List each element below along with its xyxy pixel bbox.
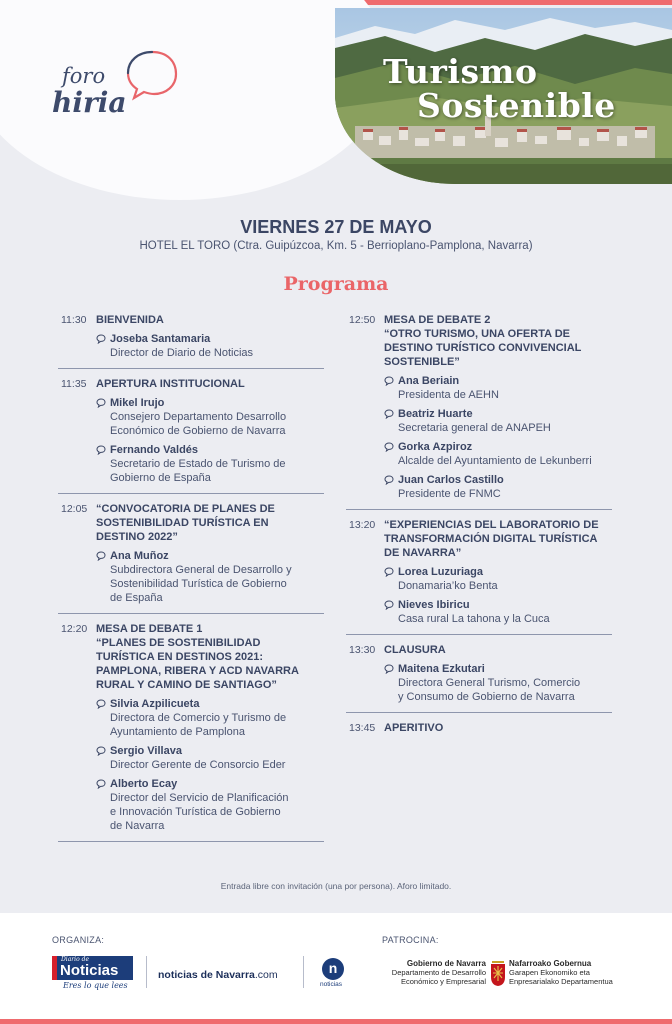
speaker-name-row bbox=[96, 697, 324, 711]
speaker-role: Sostenibilidad Turística de Gobierno bbox=[110, 578, 287, 590]
speaker-role: Presidenta de AEHN bbox=[398, 389, 499, 401]
session-title bbox=[96, 313, 324, 327]
speaker bbox=[96, 549, 324, 605]
session-title-line: DESTINO TURÍSTICO CONVIVENCIAL bbox=[384, 342, 582, 354]
speaker-role: Director del Servicio de Planificación bbox=[110, 792, 289, 804]
session-time: 12:50 bbox=[349, 314, 376, 326]
speaker-name-row bbox=[96, 549, 324, 563]
session-time: 13:20 bbox=[349, 519, 376, 531]
programa-heading: Programa bbox=[283, 273, 389, 295]
speech-bubble-icon bbox=[96, 746, 106, 756]
speaker bbox=[384, 473, 612, 501]
speech-bubble-icon bbox=[96, 398, 106, 408]
footer-sponsors bbox=[0, 913, 672, 1019]
speaker-role: Subdirectora General de Desarrollo y bbox=[110, 564, 292, 576]
session-title-line: DESTINO 2022” bbox=[96, 531, 178, 543]
program-session bbox=[58, 622, 324, 842]
speaker-role: y Consumo de Gobierno de Navarra bbox=[398, 691, 575, 703]
speaker-role: de España bbox=[110, 592, 163, 604]
bottom-accent-bar bbox=[0, 1019, 672, 1024]
speaker-role: Presidente de FNMC bbox=[398, 488, 501, 500]
speaker bbox=[384, 662, 612, 704]
session-title bbox=[384, 313, 612, 369]
hero-title-line2: Sostenible bbox=[417, 86, 616, 125]
speaker-name-row bbox=[96, 777, 324, 791]
gob-line3: Económico y Empresarial bbox=[400, 977, 486, 986]
speech-bubble-icon bbox=[96, 551, 106, 561]
session-title-line: “PLANES DE SOSTENIBILIDAD bbox=[96, 637, 261, 649]
n-badge-circle bbox=[322, 958, 344, 980]
speaker-role: Secretario de Estado de Turismo de bbox=[110, 458, 286, 470]
speaker-role: Director de Diario de Noticias bbox=[110, 347, 254, 359]
session-title-line: “OTRO TURISMO, UNA OFERTA DE bbox=[384, 328, 570, 340]
session-title-line: APERITIVO bbox=[384, 722, 444, 734]
session-title bbox=[384, 518, 612, 560]
session-title-line: “CONVOCATORIA DE PLANES DE bbox=[96, 503, 275, 515]
session-title-line: BIENVENIDA bbox=[96, 314, 164, 326]
speech-bubble-icon bbox=[96, 445, 106, 455]
speaker bbox=[96, 777, 324, 833]
session-title-line: SOSTENIBLE” bbox=[384, 356, 460, 368]
noticias-navarra-suffix: .com bbox=[254, 969, 278, 981]
speaker-name-row bbox=[384, 598, 612, 612]
gobierno-navarra-logo bbox=[380, 959, 620, 993]
speech-bubble-icon bbox=[384, 475, 394, 485]
speaker-name-row bbox=[384, 374, 612, 388]
speech-bubble-icon bbox=[122, 46, 182, 106]
session-time: 11:35 bbox=[61, 378, 87, 390]
speaker-role: Alcalde del Ayuntamiento de Lekunberri bbox=[398, 455, 592, 467]
speaker-name: Beatriz Huarte bbox=[398, 408, 473, 420]
speaker bbox=[384, 374, 612, 402]
program-session bbox=[346, 643, 612, 713]
program-session bbox=[58, 377, 324, 494]
gob-line1: Gobierno de Navarra bbox=[406, 959, 486, 968]
hero-landscape-image bbox=[335, 8, 672, 184]
speaker-role: Donamaria’ko Benta bbox=[398, 580, 498, 592]
patrocina-label: PATROCINA: bbox=[382, 935, 439, 945]
speaker-role: Directora de Comercio y Turismo de bbox=[110, 712, 287, 724]
speaker-name-row bbox=[384, 407, 612, 421]
speaker-name-row bbox=[384, 662, 612, 676]
speaker-name-row bbox=[96, 396, 324, 410]
n-badge-label: noticias bbox=[320, 981, 343, 988]
footer-separator-2 bbox=[303, 956, 304, 988]
program-session bbox=[346, 721, 612, 743]
program-right-column bbox=[346, 313, 612, 751]
speaker bbox=[96, 697, 324, 739]
speaker-role: e Innovación Turística de Gobierno bbox=[110, 806, 281, 818]
speaker-role: Secretaria general de ANAPEH bbox=[398, 422, 551, 434]
event-date: VIERNES 27 DE MAYO bbox=[240, 217, 432, 237]
speaker-role: Consejero Departamento Desarrollo bbox=[110, 411, 287, 423]
session-time: 13:30 bbox=[349, 644, 376, 656]
event-venue: HOTEL EL TORO (Ctra. Guipúzcoa, Km. 5 - Berrioplano-Pamplona, Navarra) bbox=[139, 240, 533, 252]
session-title-line: APERTURA INSTITUCIONAL bbox=[96, 378, 245, 390]
speech-bubble-icon bbox=[96, 699, 106, 709]
session-title-line: SOSTENIBILIDAD TURÍSTICA EN bbox=[96, 517, 269, 529]
speaker-name: Juan Carlos Castillo bbox=[398, 474, 504, 486]
session-title-line: MESA DE DEBATE 2 bbox=[384, 314, 491, 326]
speaker-name-row bbox=[96, 744, 324, 758]
diario-de-noticias-logo bbox=[52, 956, 132, 990]
speaker-role: de Navarra bbox=[110, 820, 165, 832]
session-title bbox=[96, 377, 324, 391]
speaker-name: Ana Muñoz bbox=[110, 550, 169, 562]
speech-bubble-icon bbox=[384, 600, 394, 610]
noticias-navarra-bold: noticias de Navarra bbox=[158, 969, 255, 981]
program-session bbox=[58, 502, 324, 614]
speech-bubble-icon bbox=[96, 779, 106, 789]
speaker-name: Ana Beriain bbox=[398, 375, 460, 387]
hero-title-line1: Turismo bbox=[383, 52, 538, 91]
navarra-coat-of-arms-icon bbox=[490, 959, 506, 987]
speaker-name: Mikel Irujo bbox=[110, 397, 165, 409]
speaker bbox=[384, 598, 612, 626]
speaker-name-row bbox=[384, 473, 612, 487]
session-title bbox=[384, 643, 612, 657]
speaker bbox=[384, 407, 612, 435]
program-session bbox=[58, 313, 324, 369]
speaker-name-row bbox=[96, 332, 324, 346]
gob-line2: Departamento de Desarrollo bbox=[391, 968, 486, 977]
organiza-label: ORGANIZA: bbox=[52, 935, 105, 945]
session-title bbox=[384, 721, 612, 735]
session-title-line: TURÍSTICA EN DESTINOS 2021: bbox=[96, 651, 264, 663]
speech-bubble-icon bbox=[96, 334, 106, 344]
speaker-name: Fernando Valdés bbox=[110, 444, 199, 456]
speaker bbox=[96, 443, 324, 485]
noticias-n-badge-logo bbox=[318, 958, 348, 992]
speaker-name: Sergio Villava bbox=[110, 745, 182, 757]
speaker-name-row bbox=[384, 440, 612, 454]
speaker-role: Director Gerente de Consorcio Eder bbox=[110, 759, 286, 771]
diario-tagline: Eres lo que lees bbox=[63, 981, 128, 990]
session-title-line: MESA DE DEBATE 1 bbox=[96, 623, 203, 635]
speaker bbox=[96, 744, 324, 772]
program-session bbox=[346, 518, 612, 635]
session-title-line: RURAL Y CAMINO DE SANTIAGO” bbox=[96, 679, 277, 691]
session-title bbox=[96, 622, 324, 692]
session-title-line: TRANSFORMACIÓN DIGITAL TURÍSTICA bbox=[384, 533, 598, 545]
speech-bubble-icon bbox=[384, 664, 394, 674]
naf-line3: Enpresarialako Departamentua bbox=[509, 977, 613, 986]
speech-bubble-icon bbox=[384, 442, 394, 452]
speaker-name-row bbox=[96, 443, 324, 457]
footer-separator-1 bbox=[146, 956, 147, 988]
speaker-name: Alberto Ecay bbox=[110, 778, 178, 790]
foro-hiria-logo bbox=[52, 46, 192, 126]
session-title-line: “EXPERIENCIAS DEL LABORATORIO DE bbox=[384, 519, 599, 531]
session-title-line: CLAUSURA bbox=[384, 644, 446, 656]
speaker bbox=[96, 396, 324, 438]
logo-hiria-text: hiria bbox=[52, 86, 127, 119]
session-title bbox=[96, 502, 324, 544]
speaker-role: Ayuntamiento de Pamplona bbox=[110, 726, 245, 738]
speech-bubble-icon bbox=[384, 376, 394, 386]
speaker-name: Lorea Luzuriaga bbox=[398, 566, 483, 578]
speaker-role: Gobierno de España bbox=[110, 472, 211, 484]
session-title-line: DE NAVARRA” bbox=[384, 547, 462, 559]
noticias-de-navarra-logo bbox=[158, 965, 278, 981]
speech-bubble-icon bbox=[384, 567, 394, 577]
n-badge-letter: n bbox=[328, 960, 338, 976]
session-time: 12:20 bbox=[61, 623, 88, 635]
speaker-role: Casa rural La tahona y la Cuca bbox=[398, 613, 550, 625]
speaker-role: Directora General Turismo, Comercio bbox=[398, 677, 581, 689]
speaker bbox=[384, 440, 612, 468]
entry-note: Entrada libre con invitación (una por persona). Aforo limitado. bbox=[220, 881, 452, 891]
program-session bbox=[346, 313, 612, 510]
speaker-name: Nieves Ibiricu bbox=[398, 599, 470, 611]
session-title-line: PAMPLONA, RIBERA Y ACD NAVARRA bbox=[96, 665, 299, 677]
naf-line1: Nafarroako Gobernua bbox=[509, 959, 592, 968]
session-time: 13:45 bbox=[349, 722, 376, 734]
speaker bbox=[96, 332, 324, 360]
speaker-name: Silvia Azpilicueta bbox=[110, 698, 200, 710]
program-left-column bbox=[58, 313, 324, 850]
speech-bubble-icon bbox=[384, 409, 394, 419]
naf-line2: Garapen Ekonomiko eta bbox=[509, 968, 590, 977]
speaker-name-row bbox=[384, 565, 612, 579]
diario-name-text: Noticias bbox=[60, 962, 119, 979]
speaker-name: Gorka Azpiroz bbox=[398, 441, 473, 453]
logo-foro-text: foro bbox=[62, 64, 106, 88]
speaker-name: Maitena Ezkutari bbox=[398, 663, 485, 675]
speaker-name: Joseba Santamaria bbox=[110, 333, 211, 345]
session-time: 11:30 bbox=[61, 314, 87, 326]
session-time: 12:05 bbox=[61, 503, 88, 515]
speaker-role: Económico de Gobierno de Navarra bbox=[110, 425, 286, 437]
diario-small-text: Diario de bbox=[61, 956, 90, 963]
speaker bbox=[384, 565, 612, 593]
